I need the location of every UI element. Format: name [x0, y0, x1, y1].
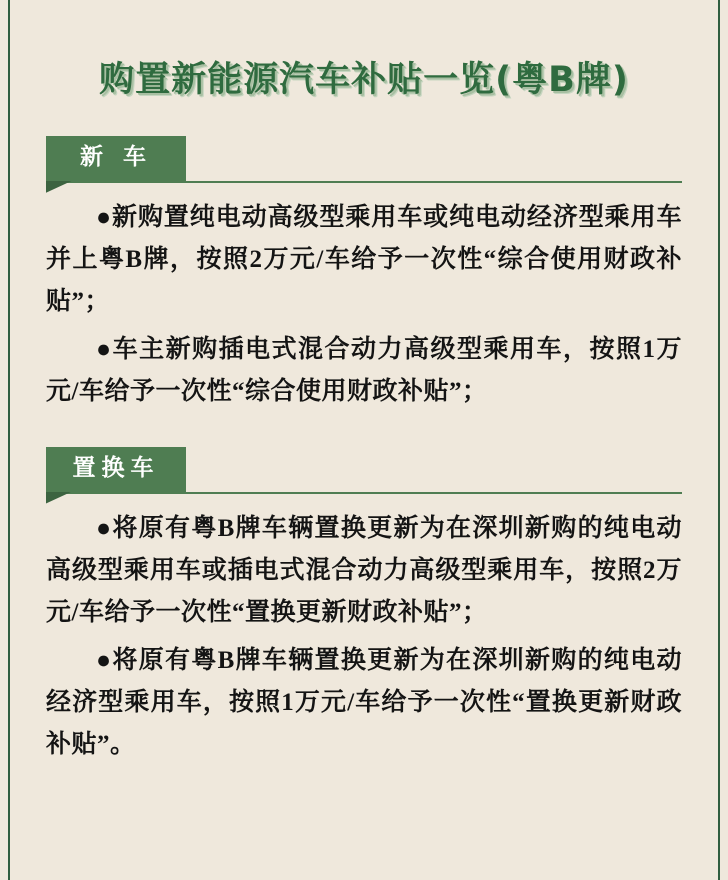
page-title: 购置新能源汽车补贴一览(粤B牌): [99, 60, 629, 100]
section-trade-in-car-body: [46, 508, 682, 766]
section-new-car-label: 新 车: [46, 136, 186, 181]
section-new-car-header: [46, 136, 682, 183]
paragraph: ●将原有粤B牌车辆置换更新为在深圳新购的纯电动经济型乘用车，按照1万元/车给予一次性“置换更新财政补贴”。: [46, 646, 682, 758]
section-trade-in-car-header: [46, 447, 682, 494]
section-trade-in-car-label: 置换车: [46, 447, 186, 492]
section-new-car-body: [46, 197, 682, 413]
paragraph: ●车主新购插电式混合动力高级型乘用车，按照1万元/车给予一次性“综合使用财政补贴”；: [46, 335, 682, 405]
section-new-car: [46, 136, 682, 413]
paragraph: ●将原有粤B牌车辆置换更新为在深圳新购的纯电动高级型乘用车或插电式混合动力高级型乘用车，按照2万元/车给予一次性“置换更新财政补贴”；: [46, 514, 682, 626]
section-trade-in-car: [46, 447, 682, 766]
paragraph: ●新购置纯电动高级型乘用车或纯电动经济型乘用车并上粤B牌，按照2万元/车给予一次性“综合使用财政补贴”；: [46, 203, 682, 315]
